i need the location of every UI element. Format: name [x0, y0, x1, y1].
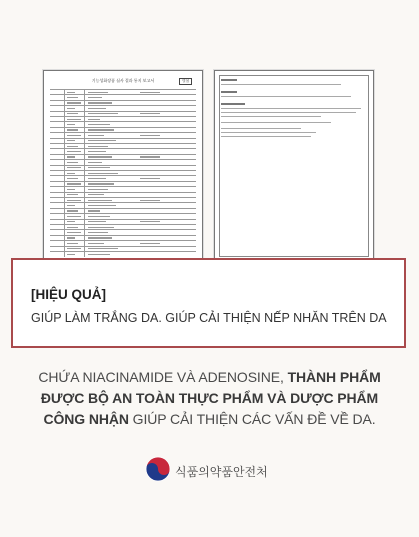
report-heading-caution [221, 103, 245, 105]
certificate-tag: 별첨 [179, 78, 192, 85]
certificate-form-grid [50, 89, 196, 257]
report-document [214, 70, 374, 262]
description-line-2 [0, 388, 419, 409]
description-line-3-normal: GIÚP CẢI THIỆN CÁC VẤN ĐỀ VỀ DA. [128, 411, 376, 427]
report-line [221, 136, 311, 137]
description-line-1-normal: CHỨA NIACINAMIDE VÀ ADENOSINE, [38, 369, 288, 385]
description-line-3 [0, 409, 419, 430]
report-line [221, 122, 331, 123]
description-line-1-bold: THÀNH PHẨM [287, 369, 381, 385]
report-line [221, 108, 361, 109]
mfds-logo-text: 식품의약품안전처 [175, 465, 268, 479]
report-heading-usage [221, 91, 237, 93]
document-images [0, 0, 419, 260]
description-line-1 [0, 367, 419, 388]
effect-title: [HIỆU QUẢ] [31, 287, 106, 302]
mfds-logo [145, 456, 285, 484]
report-line [221, 128, 301, 129]
report-heading-effect [221, 79, 237, 81]
description [0, 367, 419, 430]
report-line [221, 112, 356, 113]
certificate-form-row [50, 251, 196, 257]
report-line [221, 116, 321, 117]
report-line [221, 96, 351, 97]
report-line [221, 132, 316, 133]
korea-taegeuk-icon [145, 456, 171, 482]
effect-box [11, 258, 406, 348]
report-line [221, 84, 341, 85]
description-line-2-bold: ĐƯỢC BỘ AN TOÀN THỰC PHẨM VÀ DƯỢC PHẨM [40, 390, 379, 406]
effect-text: GIÚP LÀM TRẮNG DA. GIÚP CẢI THIỆN NẾP NHĂN TRÊN DA [31, 311, 387, 325]
certificate-document [43, 70, 203, 262]
description-line-3-bold: CÔNG NHẬN [43, 411, 129, 427]
certificate-title: 기능성화장품 심사 결과 통지 보고서 [91, 78, 155, 83]
